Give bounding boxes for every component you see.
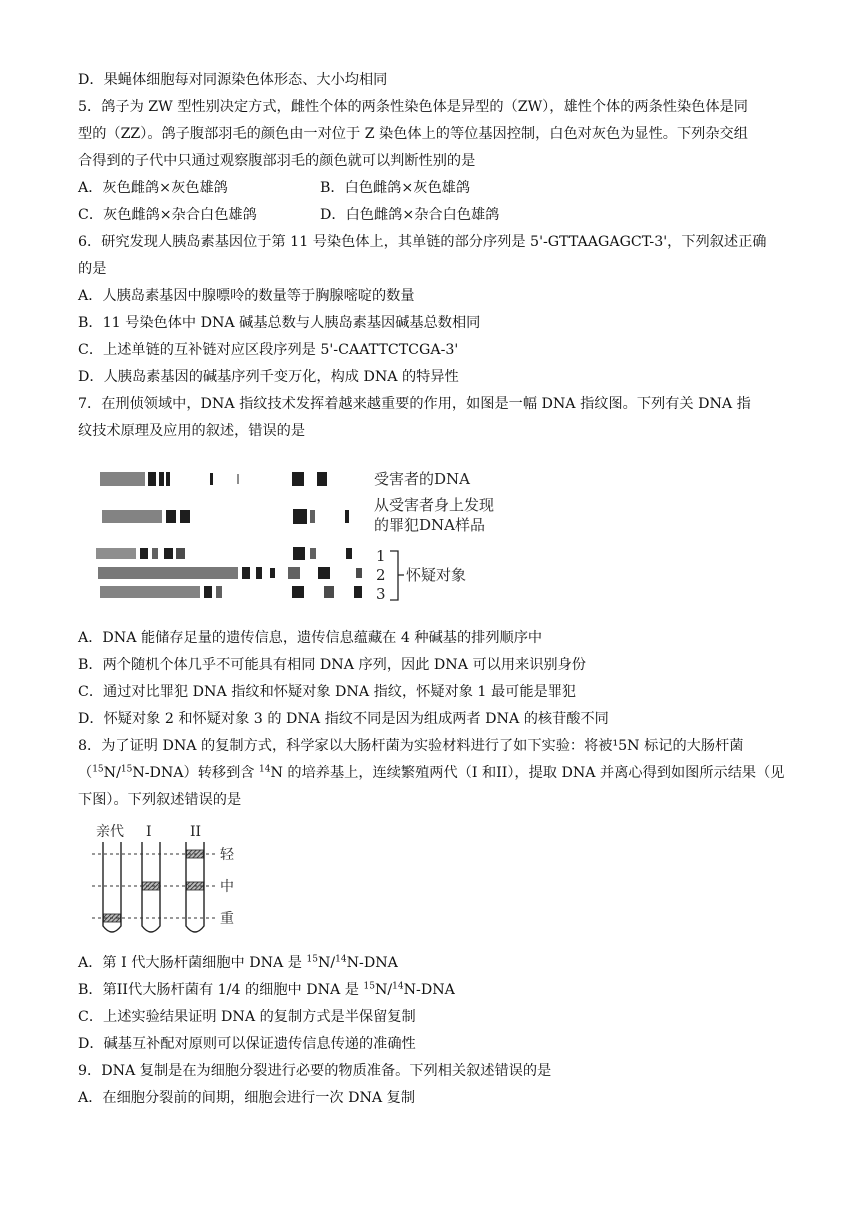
label-crime-sample-line2: 的罪犯DNA样品 [374,516,485,534]
q6-option-a: A．人胰岛素基因中腺嘌呤的数量等于胸腺嘧啶的数量 [78,288,415,304]
q9-option-a: A．在细胞分裂前的间期，细胞会进行一次 DNA 复制 [78,1090,416,1106]
suspect-number-3: 3 [376,585,386,603]
q5-stem-2: 型的（ZZ）。鸽子腹部羽毛的颜色由一对位于 Z 染色体上的等位基因控制，白色对灰色为显性。下列杂交组 [78,126,748,142]
q7-stem-2: 纹技术原理及应用的叙述，错误的是 [78,423,306,439]
q6-option-d: D．人胰岛素基因的碱基序列千变万化，构成 DNA 的特异性 [78,369,459,385]
suspect-bracket [390,551,404,600]
q4-option-d: D．果蝇体细胞每对同源染色体形态、大小均相同 [78,72,388,88]
q5-stem-3: 合得到的子代中只通过观察腹部羽毛的颜色就可以判断性别的是 [78,153,476,169]
suspect-number-1: 1 [376,547,386,565]
suspect-number-2: 2 [376,566,386,584]
q8-stem-1: 8．为了证明 DNA 的复制方式，科学家以大肠杆菌为实验材料进行了如下实验：将被¹5N 标记的大肠杆菌 [78,738,744,754]
q8-stem-3: 下图）。下列叙述错误的是 [78,792,242,808]
q6-stem-1: 6．研究发现人胰岛素基因位于第 11 号染色体上，其单链的部分序列是 5'-GTTAAGAGCT-3'，下列叙述正确 [78,234,767,250]
q8-option-b: B．第II代大肠杆菌有 1/4 的细胞中 DNA 是 $^{15}$N/$^{14}$N-DNA [78,981,455,998]
label-heavy: 重 [220,911,234,927]
fingerprint-bands [96,472,362,598]
label-suspects: 怀疑对象 [406,566,467,584]
q8-option-a: A．第 I 代大肠杆菌细胞中 DNA 是 $^{15}$N/$^{14}$N-DNA [78,954,398,971]
q5-stem-1: 5．鸽子为 ZW 型性别决定方式，雌性个体的两条性染色体是异型的（ZW），雄性个体的两条性染色体是同 [78,99,748,115]
q6-option-c: C．上述单链的互补链对应区段序列是 5'-CAATTCTCGA-3' [78,342,459,358]
label-victim-dna: 受害者的DNA [374,470,470,488]
q7-option-b: B．两个随机个体几乎不可能具有相同 DNA 序列，因此 DNA 可以用来识别身份 [78,657,586,673]
label-gen1: I [146,824,152,840]
label-parent: 亲代 [96,824,124,840]
label-crime-sample-line1: 从受害者身上发现 [374,496,495,514]
centrifuge-tubes-figure [88,822,258,944]
q6-option-b: B．11 号染色体中 DNA 碱基总数与人胰岛素基因碱基总数相同 [78,315,481,331]
q7-stem-1: 7．在刑侦领域中，DNA 指纹技术发挥着越来越重要的作用，如图是一幅 DNA 指纹图。下列有关 DNA 指 [78,396,751,412]
label-light: 轻 [220,847,234,863]
q7-option-d: D．怀疑对象 2 和怀疑对象 3 的 DNA 指纹不同是因为组成两者 DNA 的核苷酸不同 [78,711,609,727]
label-medium: 中 [220,879,234,895]
q5-option-c: C．灰色雌鸽×杂合白色雄鸽 [78,207,257,223]
q6-stem-2: 的是 [78,261,107,277]
q7-option-c: C．通过对比罪犯 DNA 指纹和怀疑对象 DNA 指纹，怀疑对象 1 最可能是罪犯 [78,684,577,700]
q8-option-c: C．上述实验结果证明 DNA 的复制方式是半保留复制 [78,1009,416,1025]
q9-stem: 9．DNA 复制是在为细胞分裂进行必要的物质准备。下列相关叙述错误的是 [78,1063,552,1079]
q8-stem-2: （$^{15}$N/$^{15}$N-DNA）转移到含 $^{14}$N 的培养基上，连续繁殖两代（I 和II），提取 DNA 并离心得到如图所示结果（见 [78,764,785,781]
q5-option-b: B．白色雌鸽×灰色雄鸽 [320,180,471,196]
q5-option-d: D．白色雌鸽×杂合白色雄鸽 [320,207,500,223]
label-gen2: II [190,824,202,840]
q5-option-a: A．灰色雌鸽×灰色雄鸽 [78,180,228,196]
dna-fingerprint-figure [92,460,522,610]
q8-option-d: D．碱基互补配对原则可以保证遗传信息传递的准确性 [78,1036,416,1052]
q7-option-a: A．DNA 能储存足量的遗传信息，遗传信息蕴藏在 4 种碱基的排列顺序中 [78,630,543,646]
